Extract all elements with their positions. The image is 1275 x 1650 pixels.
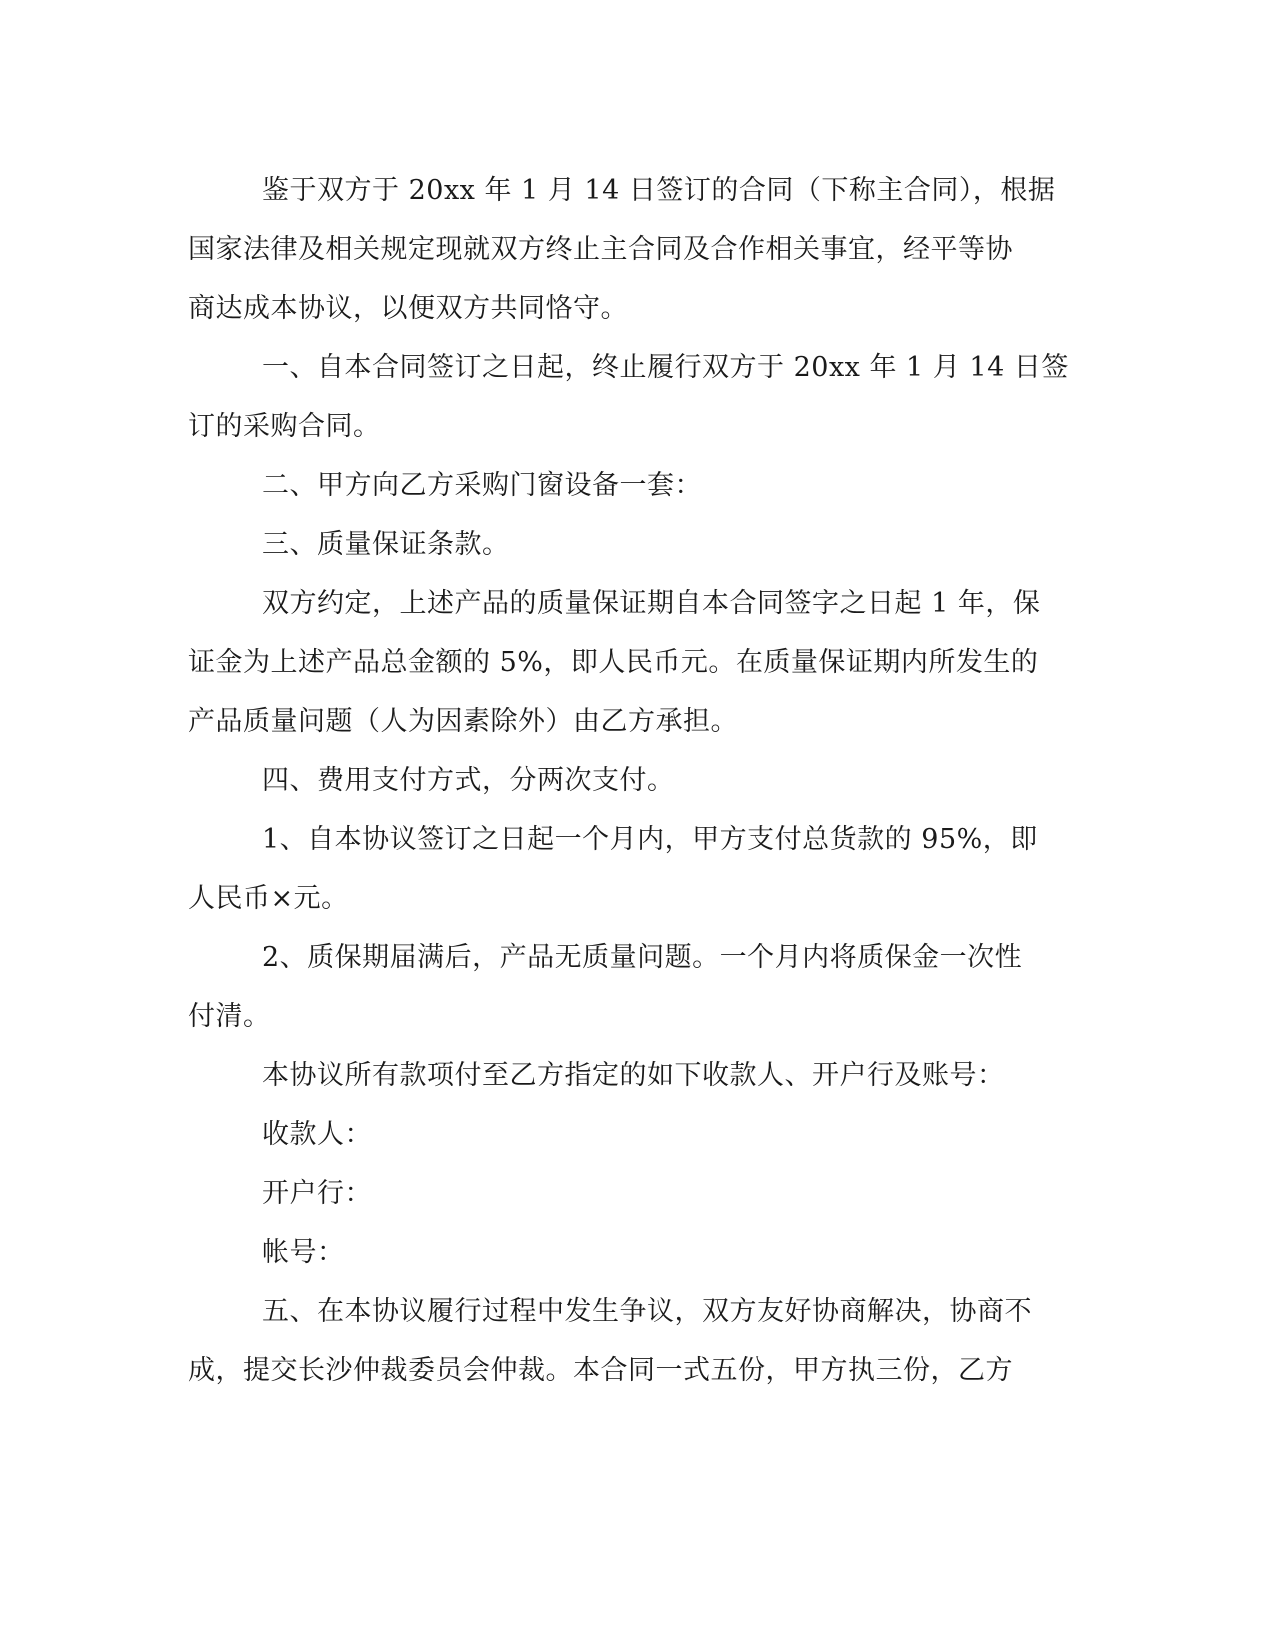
paragraph-line: 鉴于双方于 20xx 年 1 月 14 日签订的合同（下称主合同），根据 [262,175,1056,206]
bank-label: 开户行： [262,1178,372,1209]
list-item-line: 人民币×元。 [188,883,349,914]
clause-heading: 四、费用支付方式，分两次支付。 [262,765,675,796]
paragraph-line: 商达成本协议，以便双方共同恪守。 [188,293,628,324]
paragraph-line: 本协议所有款项付至乙方指定的如下收款人、开户行及账号： [262,1060,1005,1091]
paragraph-line: 双方约定，上述产品的质量保证期自本合同签字之日起 1 年，保 [262,588,1041,619]
payee-label: 收款人： [262,1119,372,1150]
clause-heading: 三、质量保证条款。 [262,529,510,560]
paragraph-line: 国家法律及相关规定现就双方终止主合同及合作相关事宜，经平等协 [188,234,1013,265]
clause-line: 五、在本协议履行过程中发生争议，双方友好协商解决，协商不 [262,1296,1032,1327]
account-label: 帐号： [262,1237,345,1268]
paragraph-line: 产品质量问题（人为因素除外）由乙方承担。 [188,706,738,737]
list-item-line: 付清。 [188,1001,271,1032]
paragraph-line: 证金为上述产品总金额的 5%，即人民币元。在质量保证期内所发生的 [188,647,1039,678]
clause-line: 一、自本合同签订之日起，终止履行双方于 20xx 年 1 月 14 日签 [262,352,1069,383]
clause-line: 成，提交长沙仲裁委员会仲裁。本合同一式五份，甲方执三份，乙方 [188,1355,1013,1386]
clause-line: 二、甲方向乙方采购门窗设备一套： [262,470,702,501]
list-item-line: 1、自本协议签订之日起一个月内，甲方支付总货款的 95%，即 [262,824,1038,855]
clause-line: 订的采购合同。 [188,411,381,442]
list-item-line: 2、质保期届满后，产品无质量问题。一个月内将质保金一次性 [262,942,1023,973]
